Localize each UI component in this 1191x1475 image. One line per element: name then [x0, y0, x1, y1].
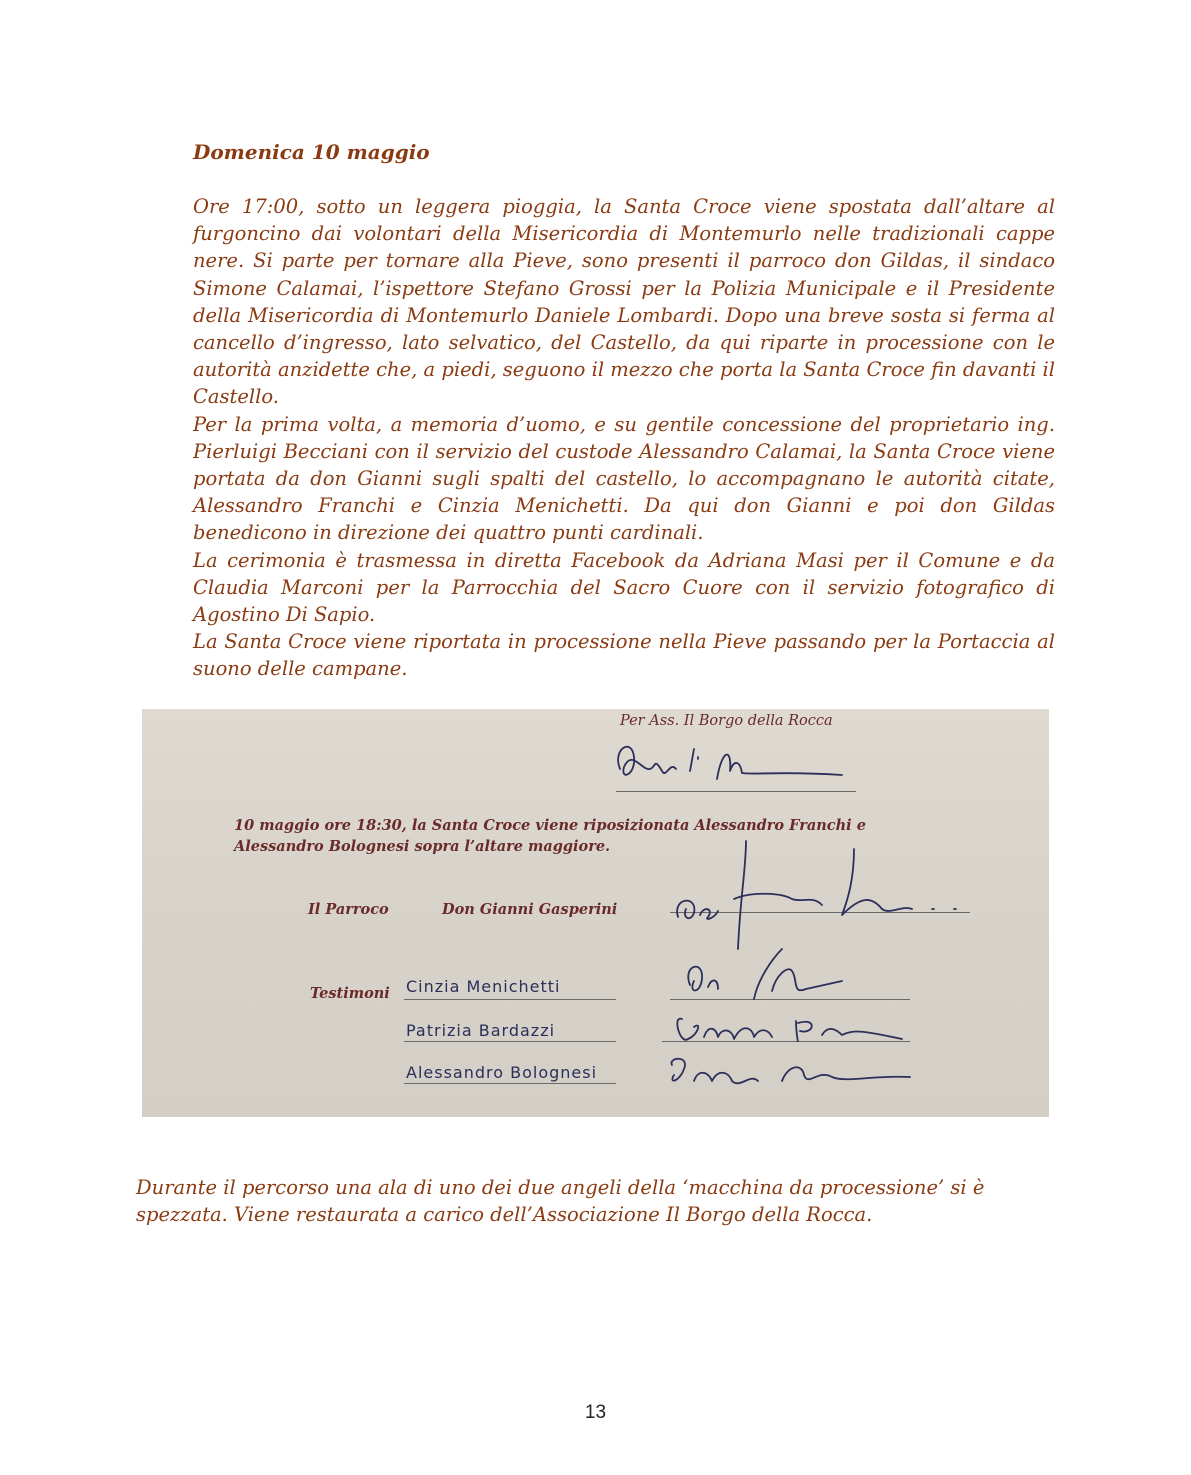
association-header: Per Ass. Il Borgo della Rocca: [620, 713, 833, 729]
record-line: 10 maggio ore 18:30, la Santa Croce viene riposizionata Alessandro Franchi e: [234, 817, 866, 834]
signed-record-photo: [142, 709, 1049, 1117]
parroco-name: Don Gianni Gasperini: [442, 901, 618, 918]
paragraph: Per la prima volta, a memoria d’uomo, e su gentile concessione del proprietario ing. Pierluigi Becciani con il servizio del custode Alessandro Calamai, la Santa Croce viene portata da don Gianni sugli spalti del castello, lo accompagnano le autorità citate, Alessandro Franchi e Cinzia Menichetti. Da qui don Gianni e poi don Gildas benedicono in direzione dei quattro punti cardinali.: [193, 412, 1055, 545]
handwritten-signatures: [142, 709, 1049, 1117]
testimoni-label: Testimoni: [310, 985, 390, 1002]
paragraph: Ore 17:00, sotto un leggera pioggia, la Santa Croce viene spostata dall’altare al furgoncino dai volontari della Misericordia di Montemurlo nelle tradizionali cappe nere. Si parte per tornare alla Pieve, sono presenti il parroco don Gildas, il sindaco Simone Calamai, l’ispettore Stefano Grossi per la Polizia Municipale e il Presidente della Misericordia di Montemurlo Daniele Lombardi. Dopo una breve sosta si ferma al cancello d’ingresso, lato selvatico, del Castello, da qui riparte in processione con le autorità anzidette che, a piedi, seguono il mezzo che porta la Santa Croce fin davanti il Castello.: [193, 195, 1055, 409]
page-number: 13: [584, 1402, 607, 1423]
body-text: [193, 193, 1055, 683]
witness-name: Patrizia Bardazzi: [406, 1021, 556, 1040]
parroco-label: Il Parroco: [308, 901, 389, 918]
paragraph: La cerimonia è trasmessa in diretta Facebook da Adriana Masi per il Comune e da Claudia Marconi per la Parrocchia del Sacro Cuore con il servizio fotografico di Agostino Di Sapio.: [193, 548, 1055, 627]
witness-name: Cinzia Menichetti: [406, 977, 561, 996]
date-heading: Domenica 10 maggio: [193, 140, 430, 164]
record-line: Alessandro Bolognesi sopra l’altare maggiore.: [234, 838, 611, 855]
witness-name: Alessandro Bolognesi: [406, 1063, 598, 1082]
footer-note: Durante il percorso una ala di uno dei due angeli della ‘macchina da processione’ si è spezzata. Viene restaurata a carico dell’Associazione Il Borgo della Rocca.: [136, 1176, 985, 1226]
paragraph: La Santa Croce viene riportata in processione nella Pieve passando per la Portaccia al suono delle campane.: [193, 630, 1055, 681]
